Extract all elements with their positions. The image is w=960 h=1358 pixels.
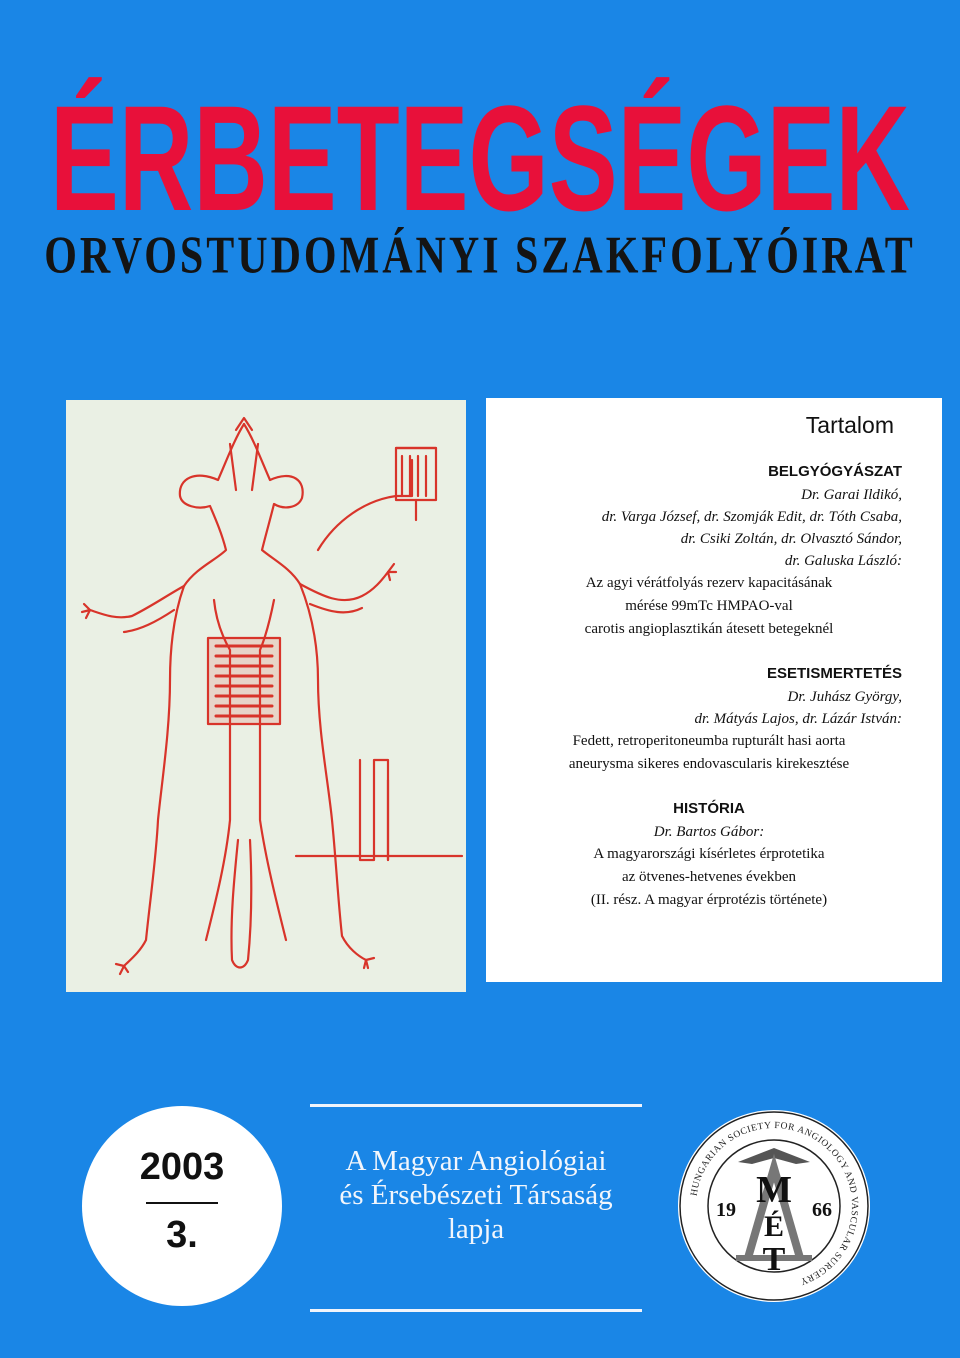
author-line: Dr. Juhász György, (787, 689, 902, 705)
issue-divider (146, 1202, 218, 1204)
article-line: carotis angioplasztikán átesett betegeknél (584, 621, 834, 637)
toc-section-belgyogyaszat (516, 463, 902, 641)
author-line: dr. Varga József, dr. Szomják Edit, dr. Tóth Csaba, (601, 509, 902, 525)
animal-experiment-drawing-icon (66, 400, 466, 992)
article-line: A magyarországi kísérletes érprotetika (593, 846, 825, 862)
author-line: dr. Csiki Zoltán, dr. Olvasztó Sándor, (680, 531, 902, 547)
issue-year: 2003 (139, 1146, 225, 1188)
article-line: az ötvenes-hetvenes években (621, 869, 797, 885)
society-line: A Magyar Angiológiai (345, 1145, 607, 1177)
seal-letter-e: É (763, 1210, 785, 1243)
article-line: Az agyi vérátfolyás rezerv kapacitásának (585, 575, 833, 591)
section-heading: BELGYÓGYÁSZAT (768, 463, 902, 480)
journal-subtitle: ORVOSTUDOMÁNYI SZAKFOLYÓIRAT (44, 227, 916, 285)
article-title (516, 730, 902, 776)
article-line: aneurysma sikeres endovascularis kirekesztése (568, 756, 850, 772)
seal-letter-m: M (756, 1169, 792, 1211)
society-name (310, 1144, 642, 1246)
article-line: (II. rész. A magyar érprotézis története) (590, 892, 828, 908)
article-authors (516, 686, 902, 730)
divider-top (310, 1104, 642, 1107)
section-heading: ESETISMERTETÉS (766, 665, 902, 682)
society-line: lapja (447, 1213, 505, 1245)
author-line: dr. Galuska László: (784, 553, 902, 569)
toc-title: Tartalom (805, 412, 894, 438)
issue-badge (82, 1106, 282, 1306)
animal-experiment-illustration (66, 400, 466, 992)
journal-title: ÉRBETEGSÉGEK (50, 74, 911, 222)
seal-letter-t: T (762, 1241, 786, 1278)
author-line: dr. Mátyás Lajos, dr. Lázár István: (694, 711, 902, 727)
article-title (516, 843, 902, 912)
toc-section-historia (516, 800, 902, 912)
section-heading: HISTÓRIA (673, 800, 745, 817)
author-line: Dr. Bartos Gábor: (653, 824, 765, 840)
seal-ring-text: HUNGARIAN SOCIETY FOR ANGIOLOGY AND VASCULAR SURGERY (689, 1120, 860, 1287)
society-seal (676, 1108, 872, 1304)
issue-number: 3. (166, 1214, 198, 1256)
article-line: Fedett, retroperitoneumba rupturált hasi aorta (572, 733, 846, 749)
table-of-contents (486, 398, 942, 982)
masthead-title (48, 62, 912, 222)
divider-bottom (310, 1309, 642, 1312)
society-seal-emblem-icon (676, 1108, 872, 1304)
seal-year-left: 19 (716, 1199, 736, 1221)
article-authors (516, 484, 902, 572)
author-line: Dr. Garai Ildikó, (801, 487, 902, 503)
seal-year-right: 66 (812, 1199, 832, 1221)
article-authors (516, 821, 902, 843)
article-title (516, 572, 902, 641)
toc-section-esetismertetes (516, 665, 902, 776)
article-line: mérése 99mTc HMPAO-val (625, 598, 793, 614)
society-line: és Érsebészeti Társaság (339, 1179, 613, 1211)
